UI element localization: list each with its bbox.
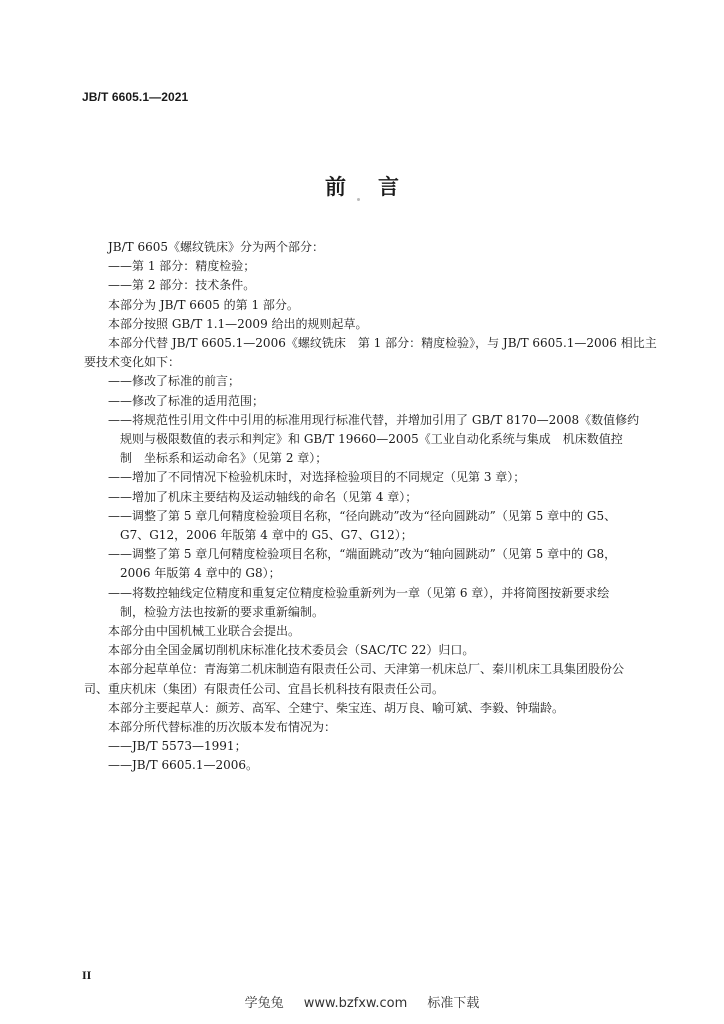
list-item-continuation: 制，检验方法也按新的要求重新编制。 <box>120 604 325 619</box>
title-char-2: 言 <box>378 175 399 199</box>
list-item-continuation: G7、G12，2006 年版第 4 章中的 G5、G7、G12）； <box>120 528 413 543</box>
list-item: ——JB/T 5573—1991； <box>108 739 247 754</box>
document-code: JB/T 6605.1—2021 <box>82 90 189 104</box>
paragraph: 本部分为 JB/T 6605 的第 1 部分。 <box>108 297 299 312</box>
list-item: ——第 1 部分：精度检验； <box>108 259 256 274</box>
list-item: ——第 2 部分：技术条件。 <box>108 278 256 293</box>
list-item: ——调整了第 5 章几何精度检验项目名称，“径向跳动”改为“径向圆跳动”（见第 5 章中的 G5、 <box>108 508 617 523</box>
list-item: ——增加了机床主要结构及运动轴线的命名（见第 4 章）； <box>108 489 418 504</box>
list-item-continuation: 规则与极限数值的表示和判定》和 GB/T 19660—2005《工业自动化系统与集成 机床数值控 <box>120 432 623 447</box>
footer-caption: 标准下载 <box>427 996 480 1011</box>
footer-watermark <box>0 992 724 1011</box>
paragraph-continuation: 司、重庆机床（集团）有限责任公司、宜昌长机科技有限责任公司。 <box>84 681 445 696</box>
paragraph: 本部分由全国金属切削机床标准化技术委员会（SAC/TC 22）归口。 <box>108 643 475 658</box>
scan-dot <box>357 198 360 201</box>
list-item: ——JB/T 6605.1—2006。 <box>108 758 259 773</box>
list-item-continuation: 制 坐标系和运动命名》（见第 2 章）； <box>120 451 328 466</box>
paragraph: 本部分主要起草人：颜芳、高军、仝建宁、柴宝连、胡万良、喻可斌、李毅、钟瑞龄。 <box>108 700 565 715</box>
list-item: ——将规范性引用文件中引用的标准用现行标准代替，并增加引用了 GB/T 8170—2008《数值修约 <box>108 412 640 427</box>
list-item: ——将数控轴线定位精度和重复定位精度检验重新列为一章（见第 6 章），并将简图按新要求绘 <box>108 585 610 600</box>
paragraph: 本部分按照 GB/T 1.1—2009 给出的规则起草。 <box>108 316 368 331</box>
list-item: ——修改了标准的适用范围； <box>108 393 265 408</box>
list-item: ——修改了标准的前言； <box>108 374 241 389</box>
paragraph: 本部分代替 JB/T 6605.1—2006《螺纹铣床 第 1 部分：精度检验》，与 JB/T 6605.1—2006 相比主 <box>108 336 657 351</box>
page-number: II <box>82 968 92 982</box>
footer-url[interactable]: www.bzfxw.com <box>303 996 408 1011</box>
page-title <box>0 171 724 201</box>
paragraph: 本部分所代替标准的历次版本发布情况为： <box>108 720 337 735</box>
list-item-continuation: 2006 年版第 4 章中的 G8）； <box>120 566 281 581</box>
list-item: ——调整了第 5 章几何精度检验项目名称，“端面跳动”改为“轴向圆跳动”（见第 5 章中的 G8， <box>108 547 617 562</box>
paragraph: 本部分由中国机械工业联合会提出。 <box>108 624 301 639</box>
paragraph: 本部分起草单位：青海第二机床制造有限责任公司、天津第一机床总厂、秦川机床工具集团股份公 <box>108 662 625 677</box>
list-item: ——增加了不同情况下检验机床时，对选择检验项目的不同规定（见第 3 章）； <box>108 470 526 485</box>
title-char-1: 前 <box>325 175 346 199</box>
paragraph: JB/T 6605《螺纹铣床》分为两个部分： <box>108 240 325 254</box>
paragraph-continuation: 要技术变化如下： <box>84 355 181 370</box>
footer-site-name: 学兔兔 <box>244 996 284 1011</box>
foreword-body <box>84 238 657 776</box>
